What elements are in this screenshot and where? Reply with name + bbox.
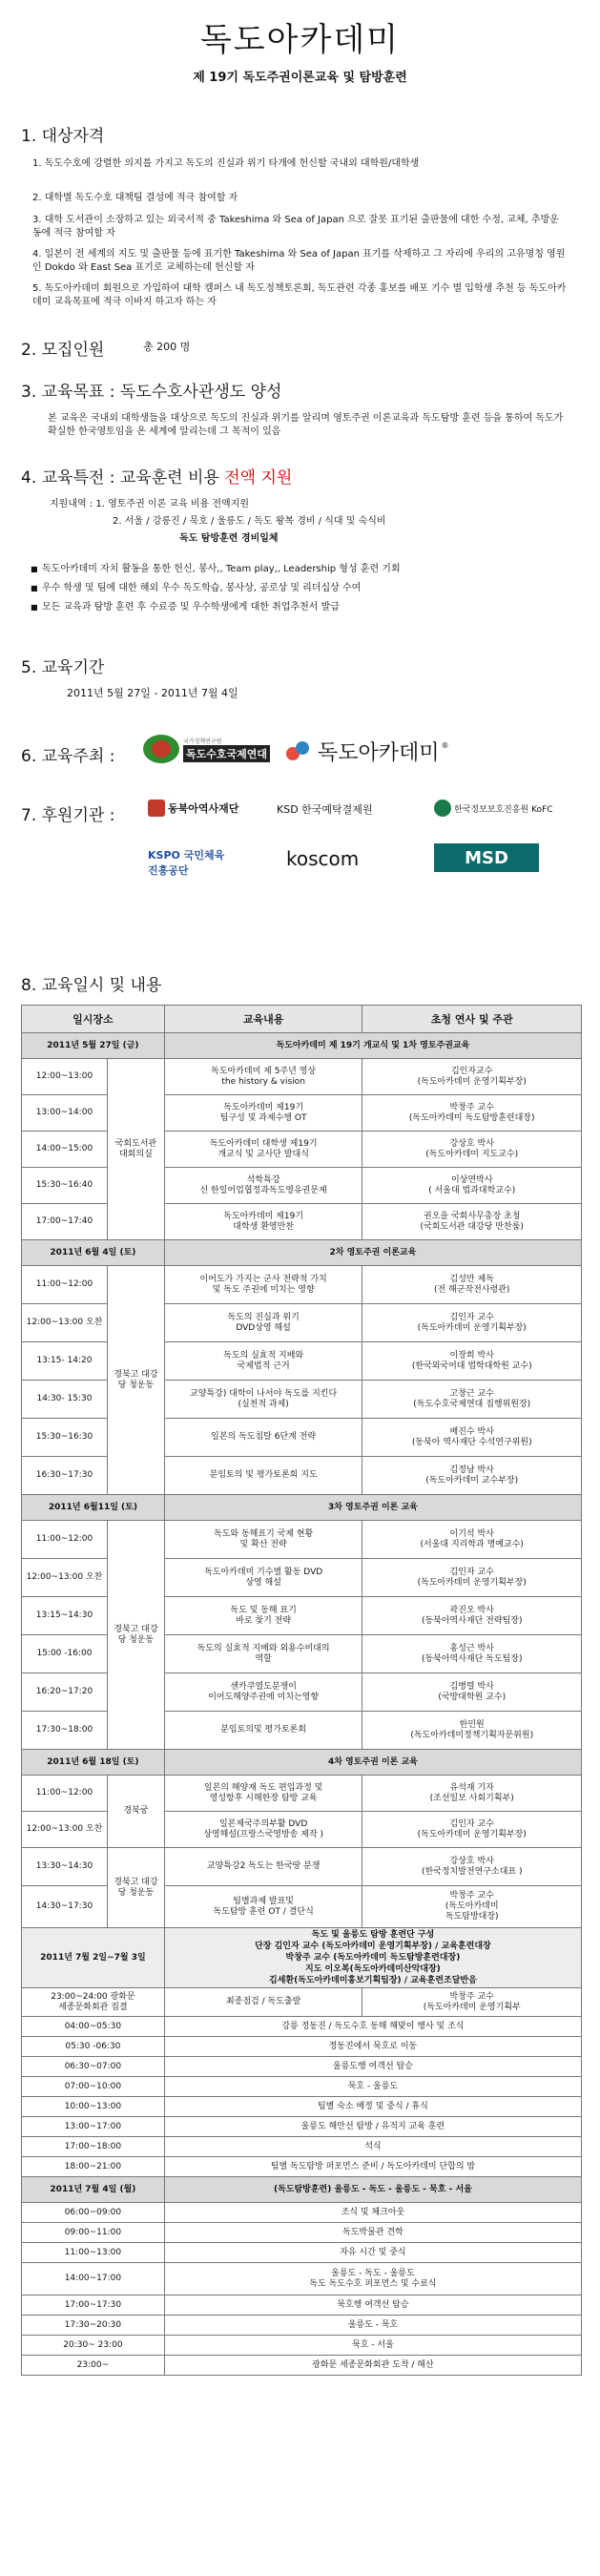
- content: 광화문 세종문화회관 도착 / 해산: [164, 2356, 581, 2376]
- speaker: 홍성근 박사 (동북아역사재단 독도팀장): [362, 1635, 582, 1673]
- content: 팀별 숙소 배정 및 중식 / 휴식: [164, 2097, 581, 2117]
- day6-date: 2011년 7월 4일 (월): [22, 2177, 165, 2203]
- content: 센카쿠열도분쟁이 이어도해양주권에 미치는영향: [164, 1673, 362, 1712]
- time: 23:00~24:00 광화문 세종문화회관 집결: [22, 1988, 165, 2017]
- speaker: 권오을 국회사무총장 초청 (국회도서관 대강당 만찬룸): [362, 1204, 582, 1240]
- header-speaker: 초청 연사 및 주관: [362, 1006, 582, 1033]
- content: 독도아카데미 기수별 활동 DVD 상영 해설: [164, 1559, 362, 1597]
- content: 팀별과제 발표및 독도탐방 훈련 OT / 결단식: [164, 1886, 362, 1928]
- org1-main: 독도수호국제연대: [183, 745, 270, 762]
- speaker: 박창주 교수 (독도아카데미 운영기획부: [362, 1988, 582, 2017]
- time: 11:00~13:00: [22, 2243, 165, 2263]
- content: 독도 및 동해 표기 바로 찾기 전략: [164, 1597, 362, 1635]
- time: 12:00~13:00 오찬: [22, 1304, 108, 1342]
- content: 일본의 해양재 독도 편입과정 및 영성항후 시해한장 탐방 교육: [164, 1776, 362, 1812]
- content: 교양특강2 독도는 한국땅 분쟁: [164, 1848, 362, 1886]
- time: 12:00~13:00 오찬: [22, 1559, 108, 1597]
- s4-support-1: 지원내역 : 1. 영토주권 이론 교육 비용 전액지원: [50, 499, 250, 509]
- organizer-logo-2: 독도아카데미 ®: [286, 737, 449, 766]
- content: 최종점검 / 독도출발: [164, 1988, 362, 2017]
- org2: 독도아카데미: [318, 741, 440, 765]
- speaker: 김인자 교수 (독도아카데미 운영기획부장): [362, 1559, 582, 1597]
- content: 묵호 - 울릉도: [164, 2077, 581, 2097]
- time: 15:30~16:30: [22, 1419, 108, 1457]
- s4-heading-a: 4. 교육특전 : 교육훈련 비용: [21, 468, 219, 488]
- speaker: 박창주 교수 (독도아카데미 독도탐방훈련대장): [362, 1095, 582, 1132]
- time: 14:00~17:00: [22, 2263, 165, 2296]
- time: 07:00~10:00: [22, 2077, 165, 2097]
- day6-title: (독도탐방훈련) 울릉도 - 독도 - 울릉도 - 묵호 - 서울: [164, 2177, 581, 2203]
- sponsor-1: 동북아역사재단: [148, 800, 238, 817]
- speaker: 김인자교수 (독도아카데미 운영기획부장): [362, 1059, 582, 1095]
- content: 분임토의및 평가토론회: [164, 1712, 362, 1750]
- time: 14:30~17:30: [22, 1886, 108, 1928]
- section-6-heading: 6. 교육주최 :: [21, 747, 115, 766]
- section-5-heading: 5. 교육기간: [21, 658, 105, 677]
- section-3-heading: 3. 교육목표 : 독도수호사관생도 양성: [21, 383, 282, 402]
- day5-title-line: 단장 김인자 교수 (독도아카데미 운영기획부장) / 교육훈련대장: [255, 1942, 491, 1951]
- day4-place-b: 경북고 대강당 청운동: [107, 1848, 164, 1928]
- header-content: 교육내용: [164, 1006, 362, 1033]
- time: 06:00~09:00: [22, 2203, 165, 2223]
- time: 15:30~16:40: [22, 1168, 108, 1204]
- day1-place: 국회도서관 대회의실: [107, 1059, 164, 1240]
- time: 13:00~14:00: [22, 1095, 108, 1132]
- content: 울릉도행 여객선 탑승: [164, 2057, 581, 2077]
- speaker: 김인자 교수 (독도아카데미 운영기획부장): [362, 1304, 582, 1342]
- time: 16:20~17:20: [22, 1673, 108, 1712]
- org1-small: 국가정책연구원: [183, 737, 222, 745]
- content: 울릉도 - 독도 - 울릉도 독도 독도수호 퍼포먼스 및 수료식: [164, 2263, 581, 2296]
- time: 18:00~21:00: [22, 2157, 165, 2177]
- speaker: 한민원 (독도아카데미정책기획자문위원): [362, 1712, 582, 1750]
- day5-title-line: 박창주 교수 (독도아카데미 독도탐방훈련대장): [285, 1953, 461, 1963]
- content: 독도아카데미 제19기 팀구성 및 과제수행 OT: [164, 1095, 362, 1132]
- s4-support-2: 2. 서울 / 강릉진 / 묵호 / 울릉도 / 독도 왕복 경비 / 식대 및 숙식비: [113, 516, 386, 527]
- time: 11:00~12:00: [22, 1776, 108, 1812]
- page-subtitle: 제 19기 독도주권이론교육 및 탐방훈련: [193, 71, 407, 85]
- speaker: 강상호 박사 (독도아카데미 지도교수): [362, 1132, 582, 1168]
- time: 17:00~17:40: [22, 1204, 108, 1240]
- content: 독도아카데미 제19기 대학생 환영만찬: [164, 1204, 362, 1240]
- time: 13:00~17:00: [22, 2117, 165, 2137]
- time: 12:00~13:00 오찬: [22, 1812, 108, 1848]
- s5-value: 2011년 5월 27일 - 2011년 7월 4일: [67, 687, 238, 699]
- time: 14:30- 15:30: [22, 1381, 108, 1419]
- time: 06:30~07:00: [22, 2057, 165, 2077]
- time: 13:15- 14:20: [22, 1342, 108, 1381]
- speaker: 김인자 교수 (독도아카데미 운영기획부장): [362, 1812, 582, 1848]
- day2-place: 경북고 대강당 청운동: [107, 1266, 164, 1495]
- speaker: 고창근 교수 (독도수호국제연대 집행위원장): [362, 1381, 582, 1419]
- schedule-table: [21, 1005, 582, 2376]
- content: 일본의 독도침탈 6단계 전략: [164, 1419, 362, 1457]
- content: 울릉도 해안선 탐방 / 유적지 교육 훈련: [164, 2117, 581, 2137]
- time: 13:30~14:30: [22, 1848, 108, 1886]
- speaker: 이기석 박사 (서울대 지리학과 명예교수): [362, 1521, 582, 1559]
- time: 11:00~12:00: [22, 1266, 108, 1304]
- day1-date: 2011년 5월 27일 (금): [22, 1033, 165, 1059]
- s4-heading-b: 전액 지원: [224, 468, 293, 488]
- day5-title-line: 지도 이오복(독도아카데미산악대장): [305, 1964, 441, 1974]
- s4-bullet-1: ■ 독도아카데미 자치 활동을 통한 헌신, 봉사,, Team play,, Leadership 형성 훈련 기회: [42, 563, 401, 576]
- time: 15:00 -16:00: [22, 1635, 108, 1673]
- content: 팀별 독도탐방 퍼포먼스 준비 / 독도아카데미 단합의 밤: [164, 2157, 581, 2177]
- content: 독도아카데미 제 5주년 영상 the history & vision: [164, 1059, 362, 1095]
- day4-place-a: 경북궁: [107, 1776, 164, 1848]
- content: 독도박물관 견학: [164, 2223, 581, 2243]
- s3-body: 본 교육은 국내외 대학생들을 대상으로 독도의 진실과 위기를 알리며 영토주권 이론교육과 독도탐방 훈련 등을 통하여 독도가 확실한 한국영토임을 온 세계에 알리는데 그 목적이 있음: [48, 413, 564, 437]
- s1-item-5: 5. 독도아카데미 회원으로 가입하여 대학 캠퍼스 내 독도정책토론회, 독도관련 각종 홍보를 배포 기수 별 입학생 추천 등 독도아카데미 교육목표에 적극 이바지 하고자 하는 자: [32, 283, 567, 307]
- day5-title: [164, 1928, 581, 1988]
- organizer-1-icon: [143, 735, 179, 763]
- section-2-heading: 2. 모집인원: [21, 341, 105, 360]
- content: 독도의 진실과 위기 DVD상영 해설: [164, 1304, 362, 1342]
- content: 교양특강) 대학이 나서야 독도를 지킨다 (실천적 과제): [164, 1381, 362, 1419]
- content: 이어도가 가지는 군사 전략적 가치 및 독도 주권에 미치는 영향: [164, 1266, 362, 1304]
- day3-place: 경북고 대강당 청운동: [107, 1521, 164, 1750]
- s4-bullet-2: ■ 우수 학생 및 팀에 대한 해외 우수 독도학습, 봉사상, 공로상 및 리더십상 수여: [42, 582, 361, 595]
- time: 17:00~17:30: [22, 2296, 165, 2316]
- speaker: 이상면박사 ( 서울대 법과대학교수): [362, 1168, 582, 1204]
- organizer-logo-1: [143, 735, 270, 763]
- day5-title-line: 김세환(독도아카데미홍보기획팀장) / 교육훈련조달반음: [269, 1976, 477, 1985]
- section-8-heading: 8. 교육일시 및 내용: [21, 976, 162, 995]
- speaker: 유석재 기자 (조선일보 사회기획부): [362, 1776, 582, 1812]
- s1-item-3: 3. 대학 도서관이 소장하고 있는 외국서적 중 Takeshima 와 Sea of Japan 으로 잘못 표기된 출판물에 대한 수정, 교체, 추방운동에 적극 참여할 자: [32, 215, 559, 239]
- time: 12:00~13:00: [22, 1059, 108, 1095]
- time: 09:00~11:00: [22, 2223, 165, 2243]
- day4-title: 4차 영토주권 이론 교육: [164, 1750, 581, 1776]
- content: 독도의 실효적 지배와 국제법적 근거: [164, 1342, 362, 1381]
- day5-date: 2011년 7월 2일~7월 3일: [22, 1928, 165, 1988]
- section-4-heading: [21, 464, 292, 488]
- page-title: 독도아카데미: [199, 21, 401, 59]
- sponsor-1-icon: [148, 800, 165, 817]
- time: 17:00~18:00: [22, 2137, 165, 2157]
- sponsor-6: MSD: [434, 843, 539, 872]
- time: 17:30~20:30: [22, 2316, 165, 2336]
- speaker: 강상호 박사 (한국정치발전연구소대표 ): [362, 1848, 582, 1886]
- day3-date: 2011년 6월11일 (토): [22, 1495, 165, 1521]
- time: 17:30~18:00: [22, 1712, 108, 1750]
- section-1-heading: 1. 대상자격: [21, 127, 105, 146]
- speaker: 박창주 교수 (독도아카데미 독도탐방대장): [362, 1886, 582, 1928]
- s2-value: 총 200 명: [143, 341, 191, 353]
- speaker: 이장희 박사 (한국외국어대 법학대학원 교수): [362, 1342, 582, 1381]
- content: 강릉 정동진 / 독도수호 동해 해맞이 행사 및 조식: [164, 2017, 581, 2037]
- time: 10:00~13:00: [22, 2097, 165, 2117]
- time: 23:00~: [22, 2356, 165, 2376]
- sponsor-4: KSPO 국민체육진흥공단: [148, 849, 225, 877]
- content: 석식: [164, 2137, 581, 2157]
- content: 독도와 동해표기 국제 현황 및 확산 전략: [164, 1521, 362, 1559]
- content: 정동진에서 묵호로 이동: [164, 2037, 581, 2057]
- content: 자유 시간 및 중식: [164, 2243, 581, 2263]
- day3-title: 3차 영토주권 이론 교육: [164, 1495, 581, 1521]
- day2-title: 2차 영토주권 이론교육: [164, 1240, 581, 1266]
- academy-icon: [286, 739, 315, 764]
- header-datetime: 일시장소: [22, 1006, 165, 1033]
- sponsor-3-icon: [434, 800, 451, 817]
- s4-bullet-3: ■ 모든 교육과 탐방 훈련 후 수료증 및 우수학생에게 대한 취업추천서 발급: [42, 601, 340, 614]
- day4-date: 2011년 6월 18일 (토): [22, 1750, 165, 1776]
- content: 분임토의 및 평가토론회 지도: [164, 1457, 362, 1495]
- content: 독도의 실효적 지배와 외용수비대의 역할: [164, 1635, 362, 1673]
- section-7-heading: 7. 후원기관 :: [21, 806, 115, 825]
- time: 14:00~15:00: [22, 1132, 108, 1168]
- speaker: 배진수 박사 (동북아 역사재단 수석연구위원): [362, 1419, 582, 1457]
- time: 16:30~17:30: [22, 1457, 108, 1495]
- speaker: 김정남 박사 (독도아카데미 교수부장): [362, 1457, 582, 1495]
- sponsor-3: 한국정보보호진흥원 KoFC: [434, 800, 559, 817]
- content: 조식 및 체크아웃: [164, 2203, 581, 2223]
- sponsor-2: KSD 한국예탁결제원: [277, 803, 373, 816]
- sponsor-5: koscom: [286, 847, 360, 870]
- time: 04:00~05:30: [22, 2017, 165, 2037]
- content: 묵호행 여객선 탑승: [164, 2296, 581, 2316]
- day5-title-line: 독도 및 울릉도 탐방 훈련단 구성: [311, 1930, 435, 1940]
- day2-date: 2011년 6월 4일 (토): [22, 1240, 165, 1266]
- content: 묵호 - 서울: [164, 2336, 581, 2356]
- content: 석학특강 신 한일어업협정과독도영유권문제: [164, 1168, 362, 1204]
- speaker: 김병렬 박사 (국방대학원 교수): [362, 1673, 582, 1712]
- content: 일본제국주의부활 DVD 상영해설(프랑스국영방송 제작 ): [164, 1812, 362, 1848]
- time: 13:15~14:30: [22, 1597, 108, 1635]
- content: 울릉도 - 묵호: [164, 2316, 581, 2336]
- s4-support-3: 독도 탐방훈련 경비일체: [179, 533, 279, 544]
- day1-title: 독도아카데미 제 19기 개교식 및 1차 영토주권교육: [164, 1033, 581, 1059]
- s1-item-4: 4. 일본이 전 세계의 지도 및 출판물 등에 표기한 Takeshima 와 Sea of Japan 표기를 삭제하고 그 자리에 우리의 고유명칭 영원인 Dokdo 와 East Sea 표기로 교체하는데 헌신할 자: [32, 249, 566, 273]
- s1-item-1: 1. 독도수호에 강렬한 의지를 가지고 독도의 진실과 위기 타개에 헌신할 국내외 대학원/대학생: [32, 158, 420, 169]
- speaker: 곽진오 박사 (동북아역사재단 전략팀장): [362, 1597, 582, 1635]
- content: 독도아카데미 대학생 제19기 개교식 및 교사단 발대식: [164, 1132, 362, 1168]
- s1-item-2: 2. 대학별 독도수호 대책팀 결성에 적극 참여할 자: [32, 193, 238, 203]
- time: 05:30 -06:30: [22, 2037, 165, 2057]
- time: 11:00~12:00: [22, 1521, 108, 1559]
- time: 20:30~ 23:00: [22, 2336, 165, 2356]
- speaker: 김성만 제독 (전 해군작전사령관): [362, 1266, 582, 1304]
